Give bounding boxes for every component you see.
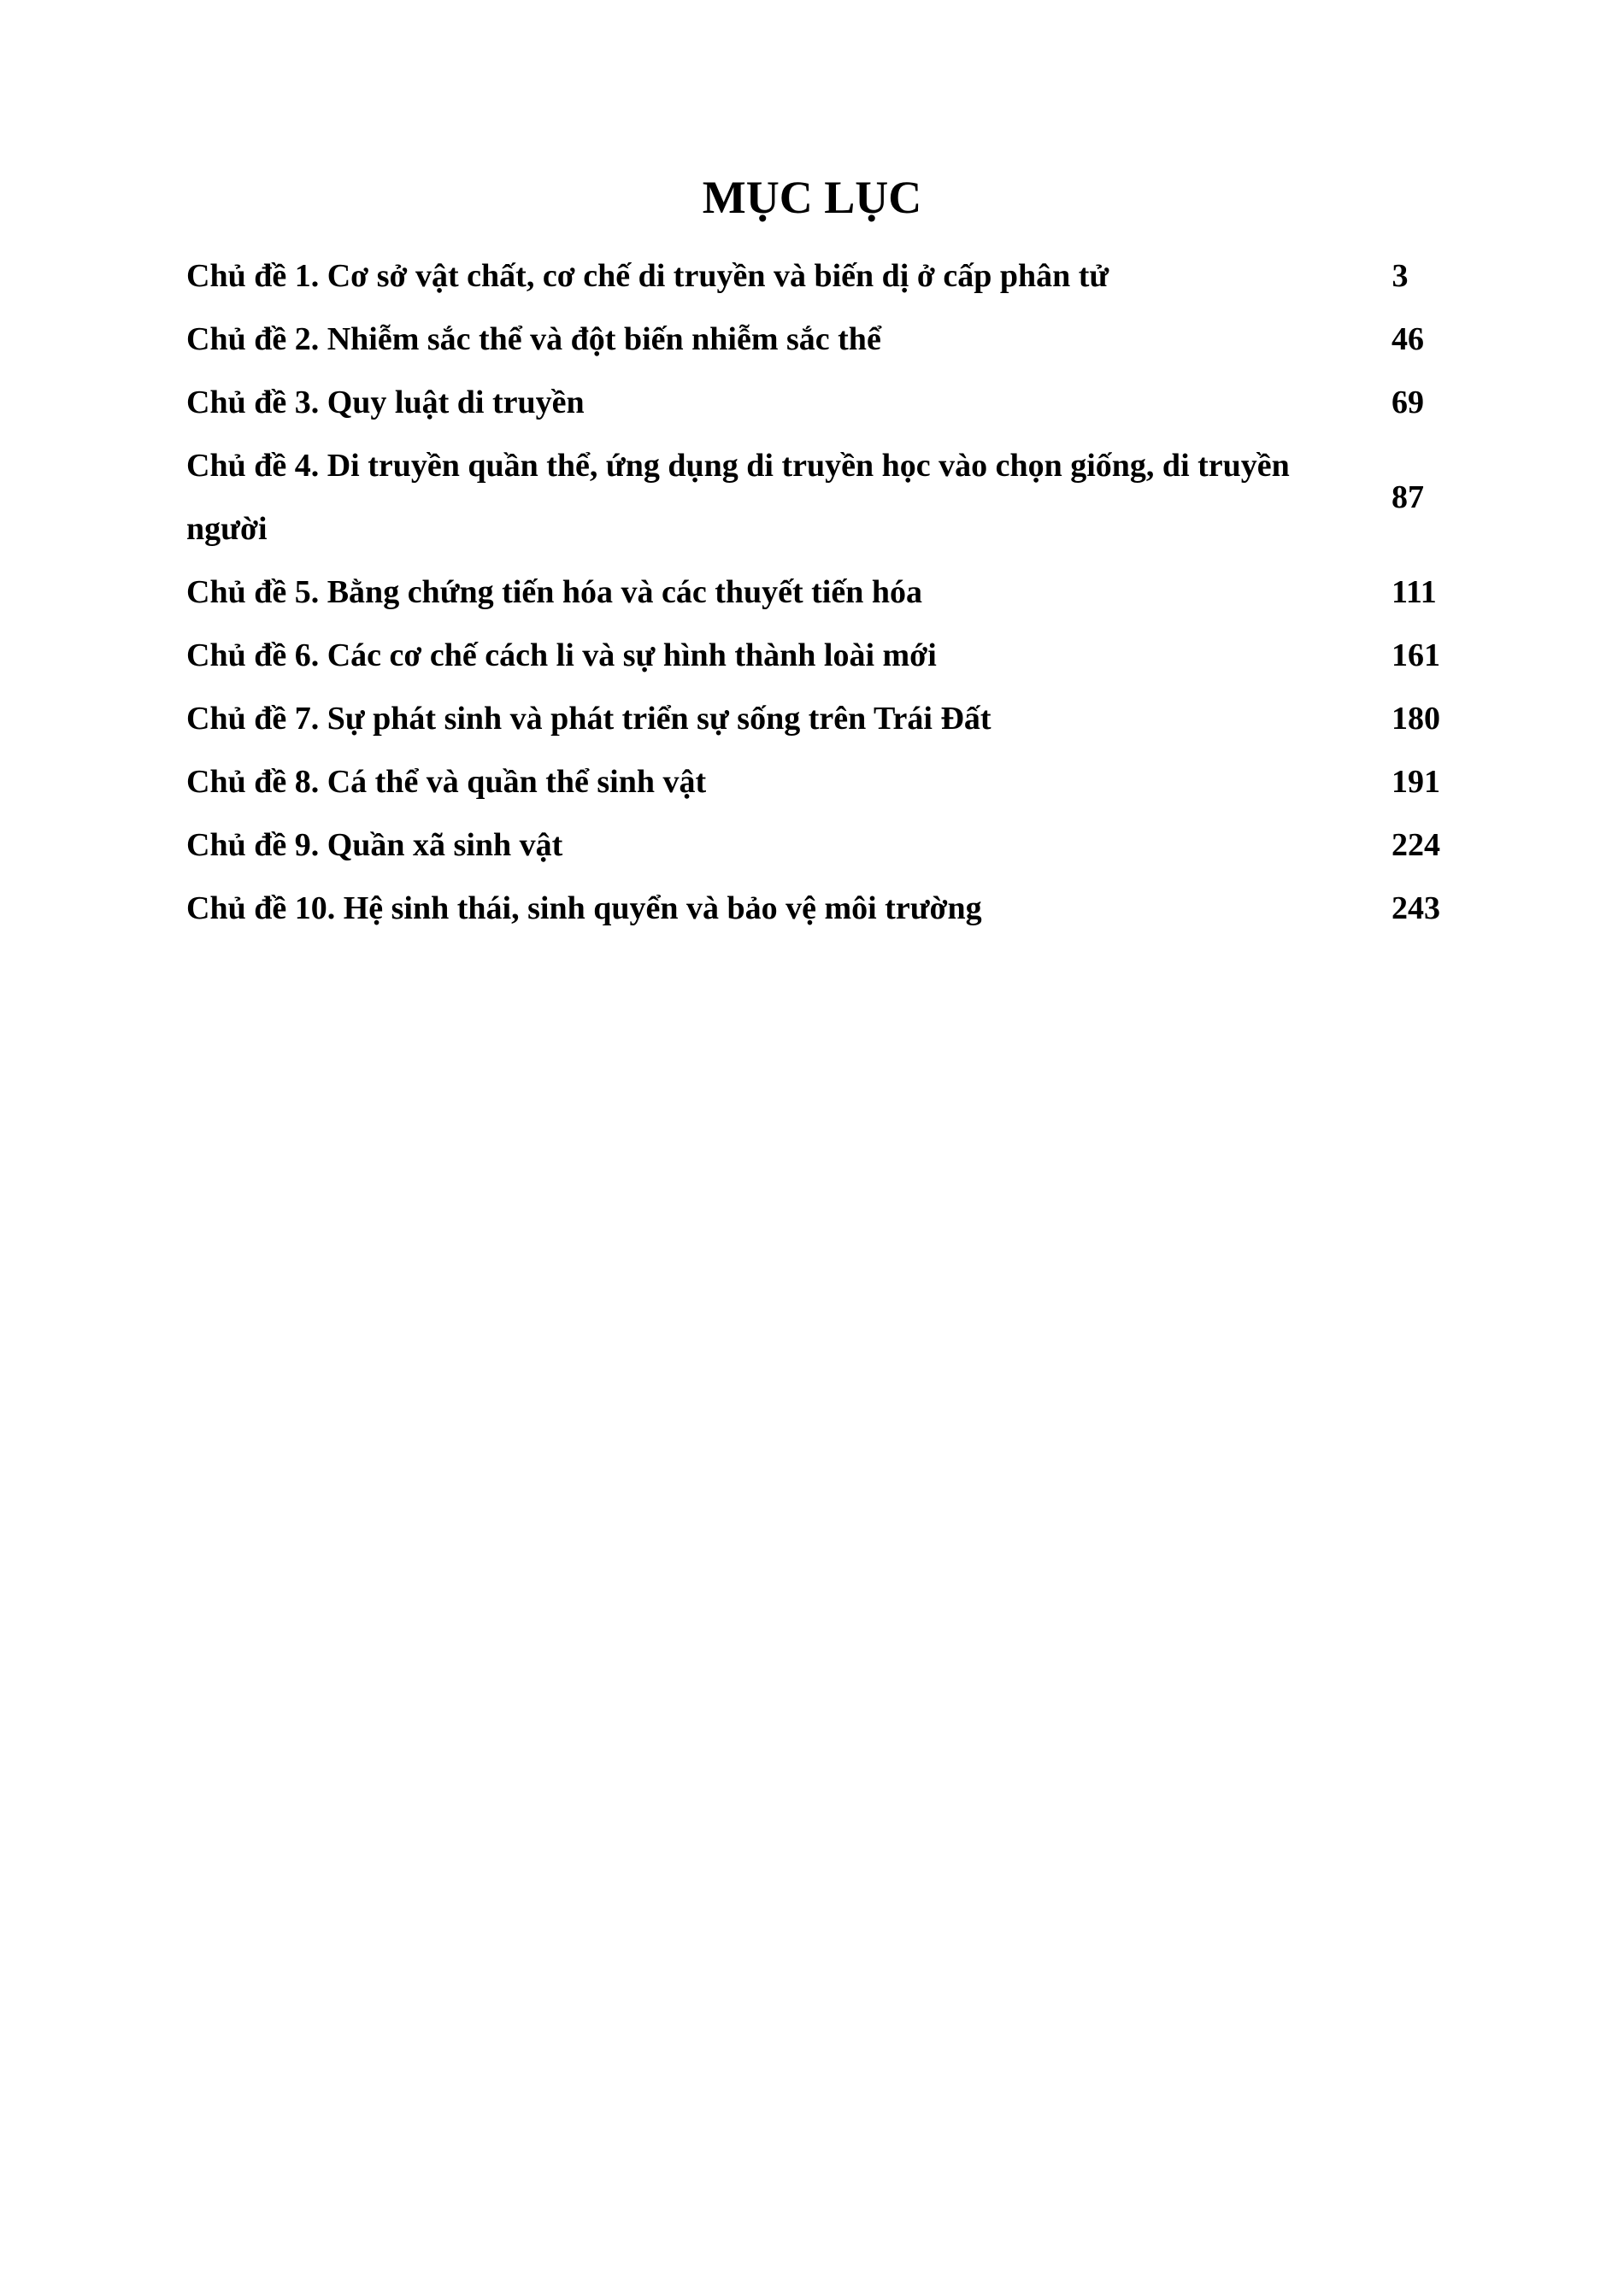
- toc-entry-page: 180: [1392, 701, 1440, 737]
- toc-entry-page: 224: [1392, 827, 1440, 863]
- toc-entry-4: [186, 434, 1424, 561]
- toc-entry-page: 87: [1392, 479, 1424, 515]
- toc-entry-label: Chủ đề 3. Quy luật di truyền: [186, 385, 585, 420]
- toc-entry-label: Chủ đề 7. Sự phát sinh và phát triển sự sống trên Trái Đất: [186, 701, 991, 737]
- toc-entry-7: [186, 687, 1440, 750]
- toc-entry-8: [186, 750, 1440, 813]
- toc-entry-9: [186, 813, 1440, 877]
- toc-entry-6: [186, 624, 1440, 687]
- toc-entry-page: 69: [1392, 385, 1424, 420]
- toc-entry-2: [186, 308, 1424, 371]
- toc-entry-label: Chủ đề 1. Cơ sở vật chất, cơ chế di truyền và biến dị ở cấp phân tử: [186, 258, 1109, 294]
- toc-entry-page: 3: [1392, 258, 1409, 294]
- toc-entry-page: 191: [1392, 764, 1440, 800]
- toc-entry-label: Chủ đề 4. Di truyền quần thể, ứng dụng di truyền học vào chọn giống, di truyền người: [186, 448, 1290, 547]
- toc-entry-label: Chủ đề 9. Quần xã sinh vật: [186, 827, 563, 863]
- toc-entry-page: 243: [1392, 890, 1440, 926]
- toc-entry-5: [186, 561, 1437, 624]
- toc-entry-page: 161: [1392, 637, 1440, 673]
- toc-entry-1: [186, 244, 1409, 308]
- toc-entry-10: [186, 877, 1440, 940]
- toc-entry-page: 111: [1392, 574, 1437, 610]
- toc-entry-page: 46: [1392, 321, 1424, 357]
- toc-entry-label: Chủ đề 10. Hệ sinh thái, sinh quyển và bảo vệ môi trường: [186, 890, 982, 926]
- toc-entry-label: Chủ đề 8. Cá thể và quần thể sinh vật: [186, 764, 707, 800]
- toc-entry-label: Chủ đề 6. Các cơ chế cách li và sự hình thành loài mới: [186, 637, 937, 673]
- table-of-contents: [186, 244, 1440, 940]
- page-title: MỤC LỤC: [702, 172, 922, 223]
- toc-entry-label: Chủ đề 5. Bằng chứng tiến hóa và các thuyết tiến hóa: [186, 574, 922, 610]
- toc-entry-3: [186, 371, 1424, 434]
- toc-entry-label: Chủ đề 2. Nhiễm sắc thể và đột biến nhiễm sắc thể: [186, 321, 881, 357]
